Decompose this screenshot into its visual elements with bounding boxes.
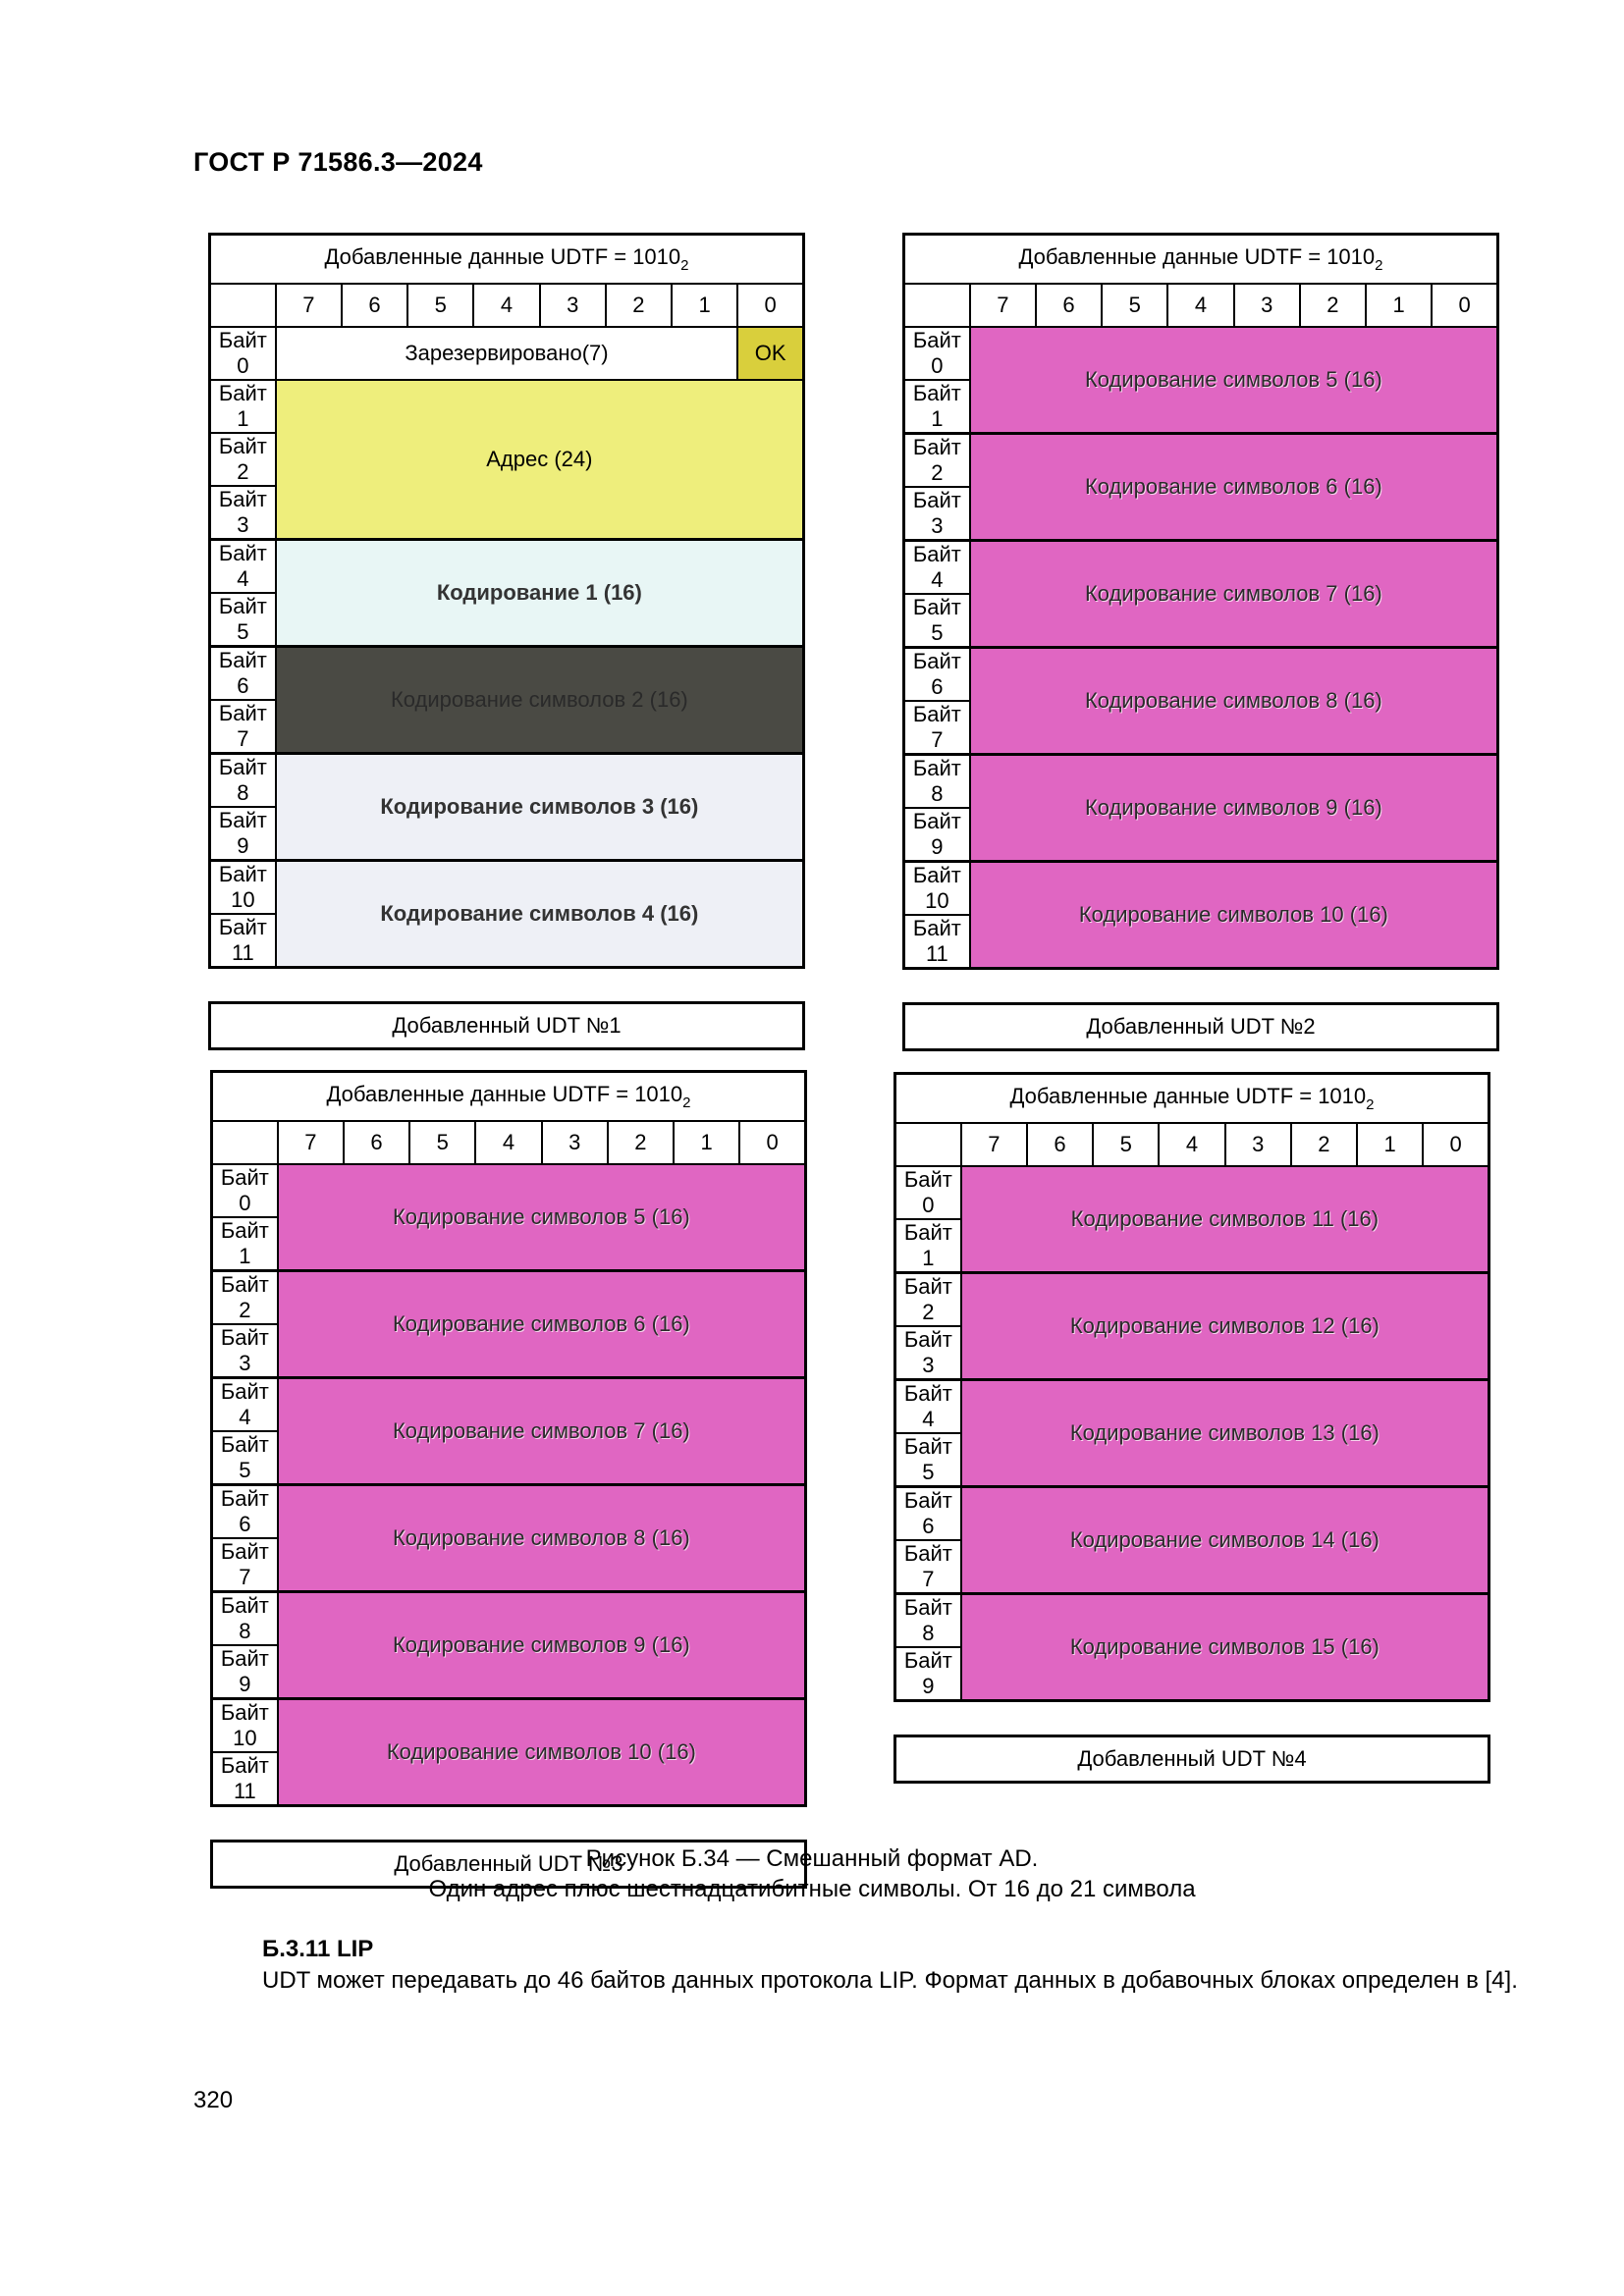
byte-label: Байт 3 xyxy=(904,487,970,541)
byte-label: Байт 4 xyxy=(895,1379,961,1433)
figure-caption-line-1: Рисунок Б.34 — Смешанный формат AD. xyxy=(585,1845,1039,1872)
bit-number: 1 xyxy=(1366,284,1432,327)
encoding-field: Кодирование символов 5 (16) xyxy=(970,327,1498,434)
byte-label: Байт 6 xyxy=(212,1484,278,1538)
byte-label: Байт 9 xyxy=(895,1647,961,1701)
encoding-field: Кодирование символов 4 (16) xyxy=(276,860,804,967)
udt-caption: Добавленный UDT №1 xyxy=(208,1001,805,1050)
bit-number: 5 xyxy=(1102,284,1167,327)
udt-title: Добавленные данные UDTF = $1010_2$ xyxy=(210,235,804,284)
encoding-field: Кодирование символов 12 (16) xyxy=(961,1272,1489,1379)
byte-label: Байт 9 xyxy=(212,1645,278,1699)
udt-caption: Добавленный UDT №3 xyxy=(210,1840,807,1889)
ok-flag-field: OK xyxy=(737,327,803,380)
encoding-field: Кодирование символов 14 (16) xyxy=(961,1486,1489,1593)
byte-label: Байт 3 xyxy=(895,1326,961,1380)
byte-label: Байт 0 xyxy=(212,1164,278,1217)
udt-title: Добавленные данные UDTF = $1010_2$ xyxy=(212,1072,806,1121)
byte-label: Байт 10 xyxy=(212,1698,278,1752)
bit-number: 7 xyxy=(278,1121,344,1164)
bit-number: 2 xyxy=(606,284,672,327)
bit-number: 4 xyxy=(1167,284,1233,327)
udt-caption: Добавленный UDT №4 xyxy=(893,1735,1490,1784)
udt-block-3 xyxy=(210,1070,807,1889)
udt-table-4 xyxy=(893,1072,1490,1702)
byte-label: Байт 2 xyxy=(212,1270,278,1324)
byte-label: Байт 6 xyxy=(895,1486,961,1540)
figure-caption-line-2: Один адрес плюс шестнадцатибитные символы. От 16 до 21 символа xyxy=(428,1876,1196,1902)
byte-label: Байт 0 xyxy=(895,1166,961,1219)
byte-label: Байт 8 xyxy=(904,754,970,808)
udt-table-3 xyxy=(210,1070,807,1807)
reserved-field: Зарезервировано(7) xyxy=(276,327,738,380)
bit-header-empty xyxy=(212,1121,278,1164)
bit-number: 3 xyxy=(1234,284,1300,327)
bit-number: 5 xyxy=(409,1121,475,1164)
byte-label: Байт 7 xyxy=(904,701,970,755)
page-number: 320 xyxy=(193,2087,234,2113)
byte-label: Байт 6 xyxy=(210,646,276,700)
byte-label: Байт 2 xyxy=(895,1272,961,1326)
encoding-field: Кодирование символов 11 (16) xyxy=(961,1166,1489,1273)
encoding-field: Кодирование символов 8 (16) xyxy=(278,1484,806,1591)
byte-label: Байт 4 xyxy=(212,1377,278,1431)
bit-number: 6 xyxy=(1036,284,1102,327)
encoding-field: Кодирование символов 9 (16) xyxy=(278,1591,806,1698)
bit-number: 6 xyxy=(342,284,407,327)
byte-label: Байт 1 xyxy=(895,1219,961,1273)
encoding-field: Кодирование 1 (16) xyxy=(276,539,804,646)
bit-number: 5 xyxy=(1093,1123,1159,1166)
byte-label: Байт 3 xyxy=(212,1324,278,1378)
bit-number: 2 xyxy=(608,1121,674,1164)
byte-label: Байт 5 xyxy=(210,593,276,647)
byte-label: Байт 2 xyxy=(904,433,970,487)
byte-label: Байт 9 xyxy=(904,808,970,862)
bit-number: 4 xyxy=(473,284,539,327)
bit-number: 0 xyxy=(737,284,803,327)
encoding-field: Кодирование символов 7 (16) xyxy=(970,540,1498,647)
bit-header-empty xyxy=(210,284,276,327)
byte-label: Байт 1 xyxy=(904,380,970,434)
udt-title: Добавленные данные UDTF = $1010_2$ xyxy=(904,235,1498,284)
encoding-field: Кодирование символов 15 (16) xyxy=(961,1593,1489,1700)
byte-label: Байт 4 xyxy=(210,539,276,593)
byte-label: Байт 0 xyxy=(904,327,970,380)
bit-header-empty xyxy=(895,1123,961,1166)
encoding-field: Кодирование символов 10 (16) xyxy=(278,1698,806,1805)
bit-number: 7 xyxy=(961,1123,1027,1166)
encoding-field: Кодирование символов 6 (16) xyxy=(970,433,1498,540)
bit-number: 0 xyxy=(739,1121,805,1164)
bit-number: 0 xyxy=(1432,284,1497,327)
section-paragraph: UDT может передавать до 46 байтов данных протокола LIP. Формат данных в добавочных блоках определен в [4]. xyxy=(262,1967,1518,1994)
bit-number: 0 xyxy=(1423,1123,1489,1166)
udt-block-4 xyxy=(893,1072,1490,1784)
bit-number: 7 xyxy=(970,284,1036,327)
encoding-field: Кодирование символов 8 (16) xyxy=(970,647,1498,754)
encoding-field: Кодирование символов 10 (16) xyxy=(970,861,1498,968)
byte-label: Байт 5 xyxy=(212,1431,278,1485)
udt-block-2 xyxy=(902,233,1499,1051)
byte-label: Байт 1 xyxy=(210,380,276,433)
encoding-field: Кодирование символов 9 (16) xyxy=(970,754,1498,861)
bit-number: 3 xyxy=(542,1121,608,1164)
byte-label: Байт 10 xyxy=(210,860,276,914)
byte-label: Байт 0 xyxy=(210,327,276,380)
byte-label: Байт 11 xyxy=(212,1752,278,1806)
bit-number: 6 xyxy=(344,1121,409,1164)
bit-number: 7 xyxy=(276,284,342,327)
udt-block-1 xyxy=(208,233,805,1050)
byte-label: Байт 8 xyxy=(210,753,276,807)
bit-number: 2 xyxy=(1291,1123,1357,1166)
byte-label: Байт 7 xyxy=(210,700,276,754)
byte-label: Байт 5 xyxy=(895,1433,961,1487)
byte-label: Байт 5 xyxy=(904,594,970,648)
byte-label: Байт 8 xyxy=(212,1591,278,1645)
encoding-field: Кодирование символов 13 (16) xyxy=(961,1379,1489,1486)
bit-number: 3 xyxy=(1225,1123,1291,1166)
udt-table-1 xyxy=(208,233,805,969)
bit-number: 3 xyxy=(540,284,606,327)
encoding-field: Кодирование символов 7 (16) xyxy=(278,1377,806,1484)
figure-caption xyxy=(0,1843,1624,1904)
byte-label: Байт 7 xyxy=(212,1538,278,1592)
byte-label: Байт 11 xyxy=(210,914,276,968)
bit-number: 4 xyxy=(1159,1123,1224,1166)
address-field: Адрес (24) xyxy=(276,380,804,540)
byte-label: Байт 4 xyxy=(904,540,970,594)
bit-number: 6 xyxy=(1027,1123,1093,1166)
udt-table-2 xyxy=(902,233,1499,970)
byte-label: Байт 3 xyxy=(210,486,276,540)
bit-number: 1 xyxy=(1357,1123,1423,1166)
section-title: Б.3.11 LIP xyxy=(262,1936,374,1962)
encoding-field: Кодирование символов 5 (16) xyxy=(278,1164,806,1271)
byte-label: Байт 11 xyxy=(904,915,970,969)
byte-label: Байт 10 xyxy=(904,861,970,915)
byte-label: Байт 6 xyxy=(904,647,970,701)
encoding-field: Кодирование символов 6 (16) xyxy=(278,1270,806,1377)
bit-number: 4 xyxy=(475,1121,541,1164)
encoding-field: Кодирование символов 3 (16) xyxy=(276,753,804,860)
bit-number: 1 xyxy=(674,1121,739,1164)
bit-number: 2 xyxy=(1300,284,1366,327)
byte-label: Байт 2 xyxy=(210,433,276,486)
byte-label: Байт 9 xyxy=(210,807,276,861)
bit-header-empty xyxy=(904,284,970,327)
byte-label: Байт 8 xyxy=(895,1593,961,1647)
byte-label: Байт 7 xyxy=(895,1540,961,1594)
byte-label: Байт 1 xyxy=(212,1217,278,1271)
encoding-field: Кодирование символов 2 (16) xyxy=(276,646,804,753)
bit-number: 5 xyxy=(407,284,473,327)
bit-number: 1 xyxy=(672,284,737,327)
udt-title: Добавленные данные UDTF = $1010_2$ xyxy=(895,1074,1489,1123)
udt-caption: Добавленный UDT №2 xyxy=(902,1002,1499,1051)
document-header: ГОСТ Р 71586.3—2024 xyxy=(193,147,483,177)
